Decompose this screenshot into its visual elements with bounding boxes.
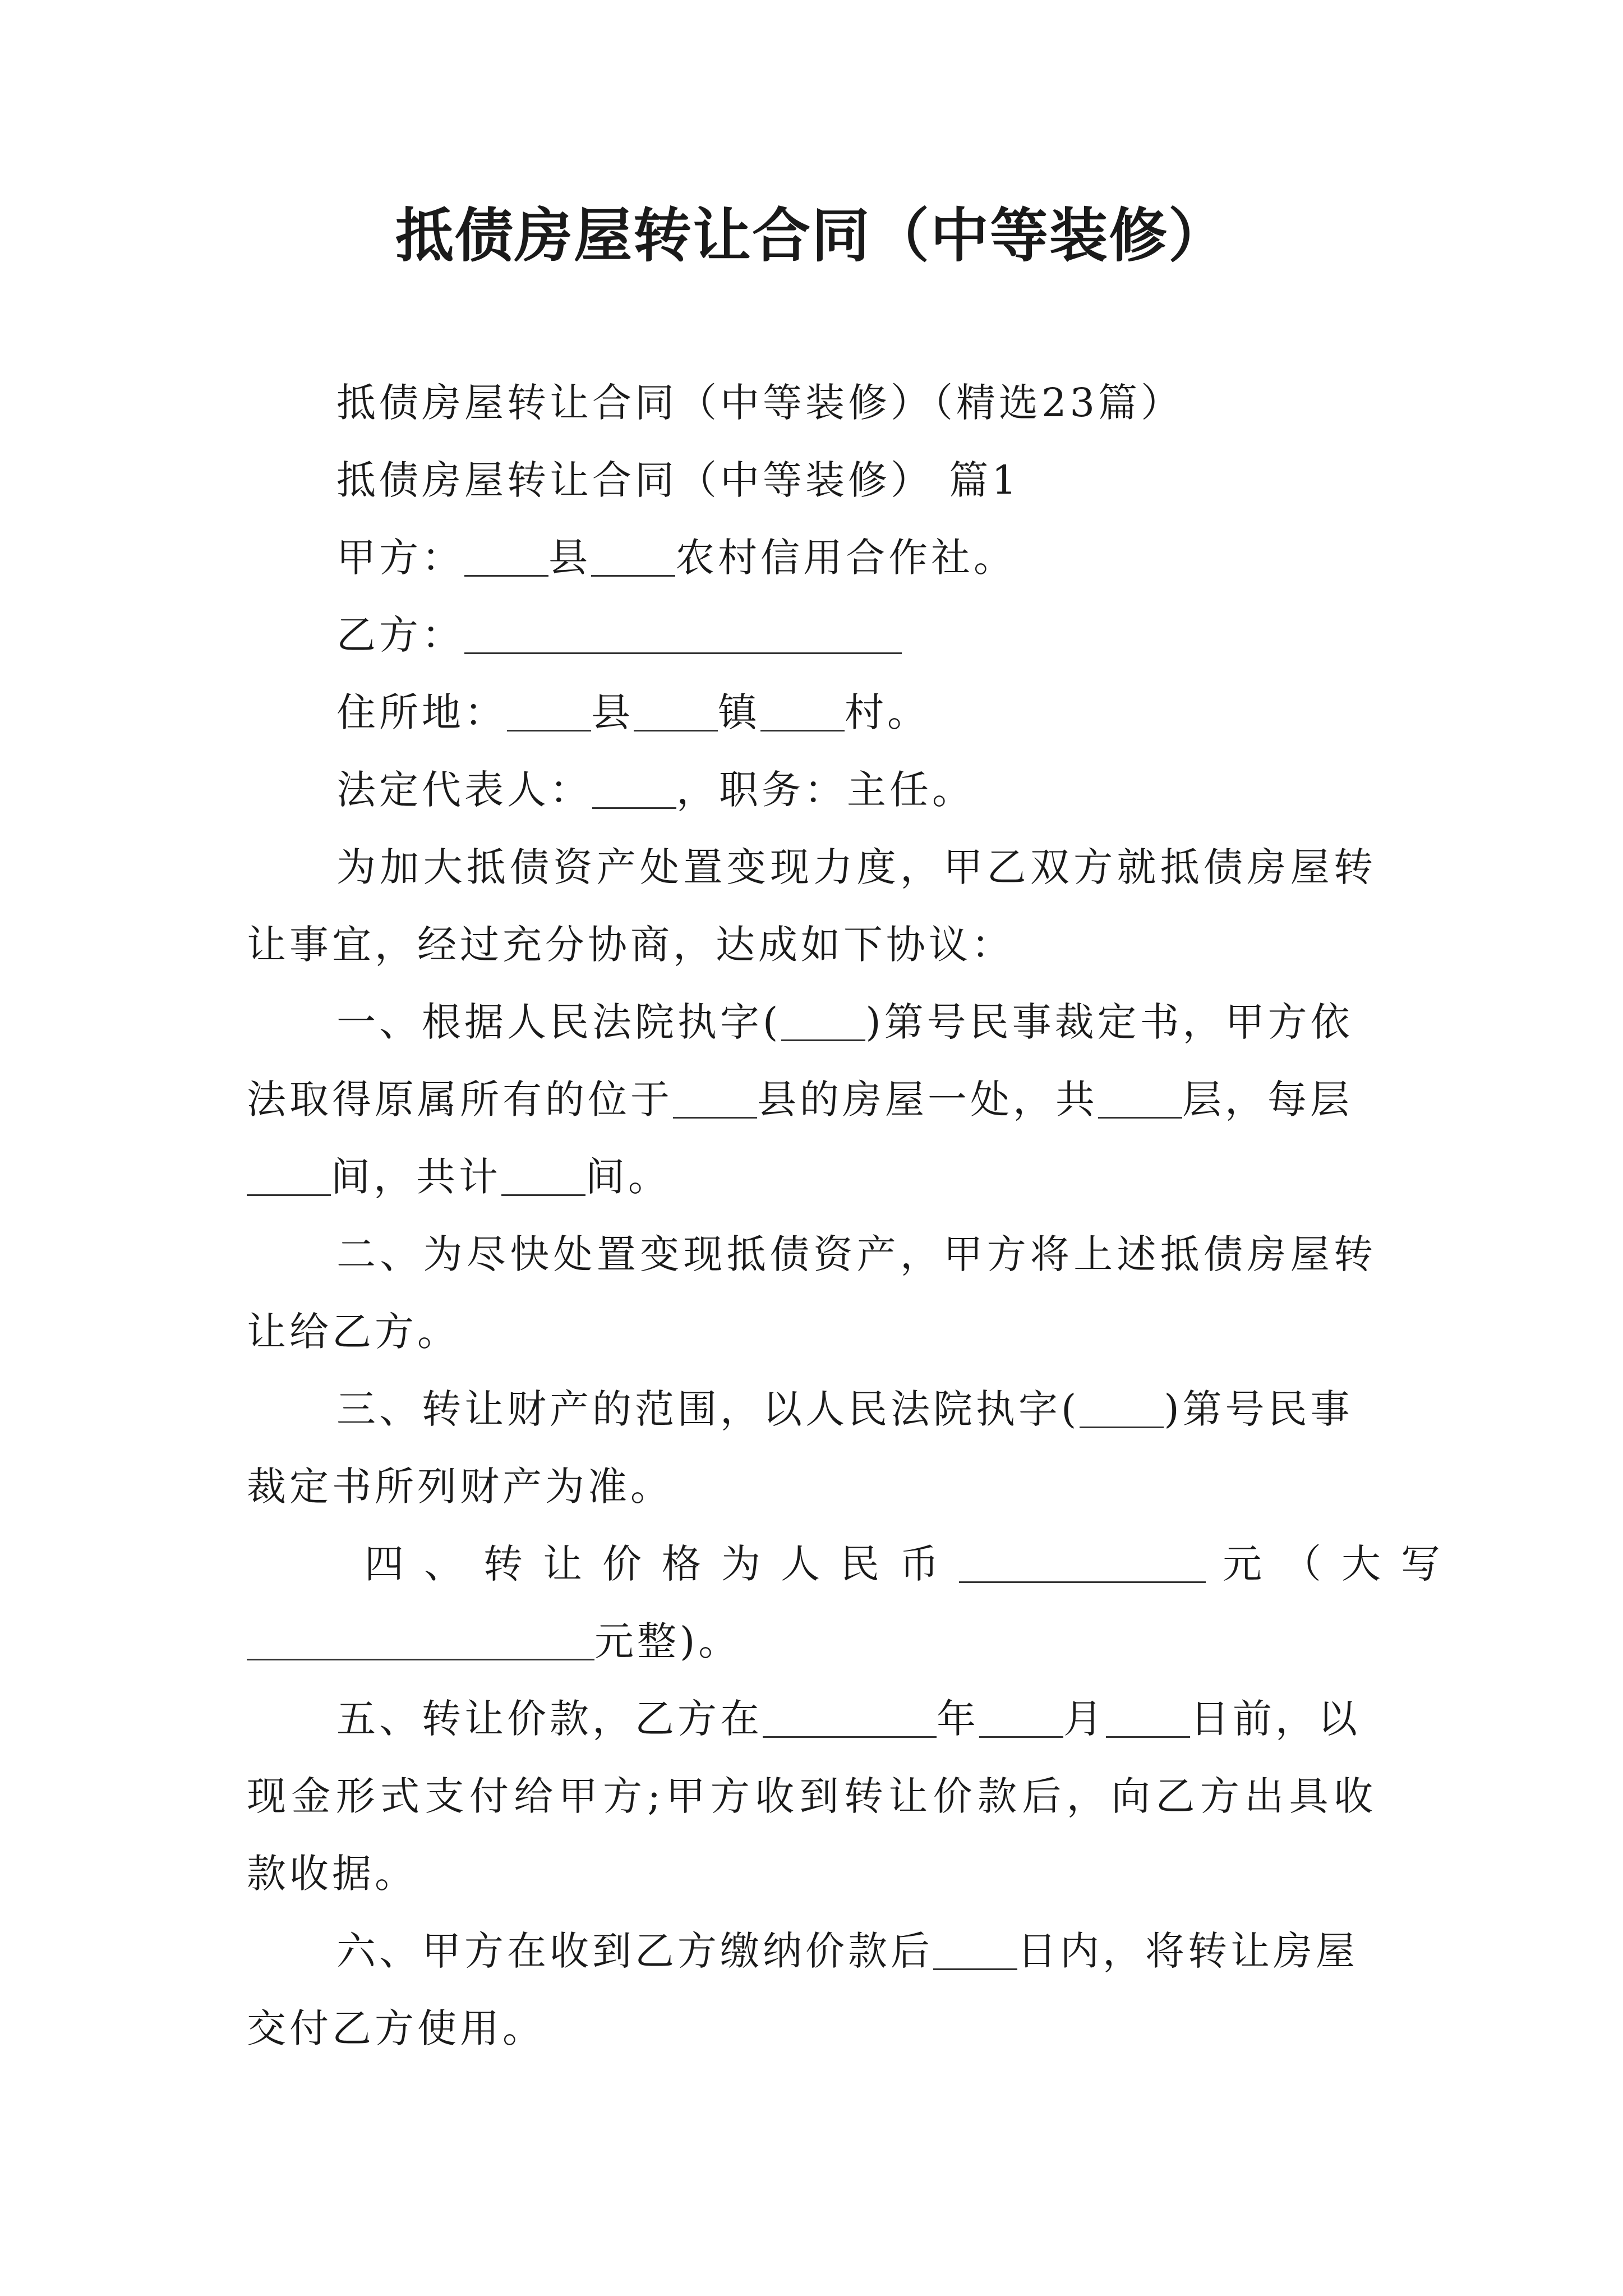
blank-field [507, 689, 591, 731]
text-segment: 元整)。 [594, 1618, 741, 1664]
text-segment: 县的房屋一处，共 [757, 1076, 1098, 1122]
clause-3-line [336, 1381, 1376, 1437]
text-segment: 月 [1063, 1696, 1106, 1742]
party-a-label: 甲方： [336, 535, 464, 581]
paragraph-intro-line [336, 839, 1376, 895]
clause-6-line [336, 1923, 1376, 1979]
blank-field [464, 535, 548, 577]
party-b-line [336, 607, 1376, 663]
text-segment: 五、转让价款，乙方在 [336, 1696, 763, 1742]
text-segment: 间，共计 [331, 1154, 501, 1200]
text-line: 款收据。 [247, 1851, 417, 1897]
document-title: 抵债房屋转让合同（中等装修） [395, 201, 1228, 270]
text-segment: 年 [937, 1696, 979, 1742]
text-segment: 三、转让财产的范围，以人民法院执字( [336, 1386, 1080, 1432]
cooperative-label: 农村信用合作社。 [675, 535, 1016, 581]
clause-4-line [247, 1613, 1376, 1669]
subtitle-chapter [336, 452, 1376, 508]
text-line: 为加大抵债资产处置变现力度，甲乙双方就抵债房屋转 [336, 844, 1376, 890]
clause-5-line [247, 1768, 1376, 1824]
paragraph-intro-line [247, 917, 1376, 973]
subtitle-collection [336, 375, 1376, 431]
town-label: 镇 [718, 689, 760, 735]
address-line [336, 684, 1376, 740]
text-segment: 一、根据人民法院执字( [336, 999, 782, 1045]
blank-field [592, 767, 676, 809]
clause-6-line [247, 2000, 1376, 2056]
text-segment: )第号民事裁定书，甲方依 [865, 999, 1353, 1045]
blank-field [501, 1154, 585, 1196]
blank-field [933, 1928, 1017, 1970]
clause-2-line [336, 1226, 1376, 1282]
text-line: 现金形式支付给甲方;甲方收到转让价款后，向乙方出具收 [247, 1773, 1376, 1819]
text-segment: 间。 [585, 1154, 671, 1200]
text-line: 抵债房屋转让合同（中等装修）（精选23篇） [336, 380, 1184, 426]
blank-field [1098, 1076, 1182, 1119]
legal-rep-label: 法定代表人： [336, 767, 592, 813]
clause-1-line [247, 1149, 1376, 1205]
blank-field [763, 1696, 937, 1738]
text-segment: 六、甲方在收到乙方缴纳价款后 [336, 1928, 933, 1974]
blank-field [979, 1696, 1063, 1738]
blank-field [1080, 1386, 1164, 1428]
text-segment: 日前，以 [1190, 1696, 1361, 1742]
text-line: 二、为尽快处置变现抵债资产，甲方将上述抵债房屋转 [336, 1231, 1376, 1277]
blank-field [781, 999, 865, 1041]
village-label: 村。 [845, 689, 930, 735]
blank-field [591, 535, 675, 577]
text-segment: 元（大写 [1223, 1541, 1460, 1587]
text-line: 交付乙方使用。 [247, 2005, 545, 2051]
blank-field [959, 1541, 1206, 1583]
text-segment: 四、转让价格为人民币 [365, 1541, 959, 1587]
clause-1-line [336, 994, 1376, 1050]
blank-field [673, 1076, 757, 1119]
clause-4-line [365, 1536, 1460, 1592]
position-label: ，职务：主任。 [676, 767, 975, 813]
legal-rep-line [336, 762, 1376, 818]
blank-field [247, 1154, 331, 1196]
clause-2-line [247, 1304, 1376, 1360]
county-label: 县 [548, 535, 591, 581]
blank-field [1106, 1696, 1190, 1738]
text-segment: )第号民事 [1164, 1386, 1353, 1432]
party-b-label: 乙方： [336, 612, 464, 658]
text-segment: 日内，将转让房屋 [1017, 1928, 1358, 1974]
clause-1-line [247, 1071, 1376, 1128]
blank-field [634, 689, 718, 731]
clause-5-line [247, 1846, 1376, 1902]
text-segment: 层，每层 [1182, 1076, 1353, 1122]
text-line: 抵债房屋转让合同（中等装修） 篇1 [336, 457, 1020, 503]
address-label: 住所地： [336, 689, 507, 735]
text-line: 让事宜，经过充分协商，达成如下协议： [247, 922, 1014, 968]
county-label: 县 [591, 689, 634, 735]
blank-field [464, 612, 902, 654]
party-a-line [336, 530, 1376, 586]
blank-field [247, 1618, 594, 1660]
clause-3-line [247, 1458, 1376, 1515]
clause-5-line [336, 1691, 1376, 1747]
text-segment: 法取得原属所有的位于 [247, 1076, 673, 1122]
blank-field [760, 689, 845, 731]
text-line: 让给乙方。 [247, 1309, 460, 1355]
text-line: 裁定书所列财产为准。 [247, 1464, 673, 1510]
